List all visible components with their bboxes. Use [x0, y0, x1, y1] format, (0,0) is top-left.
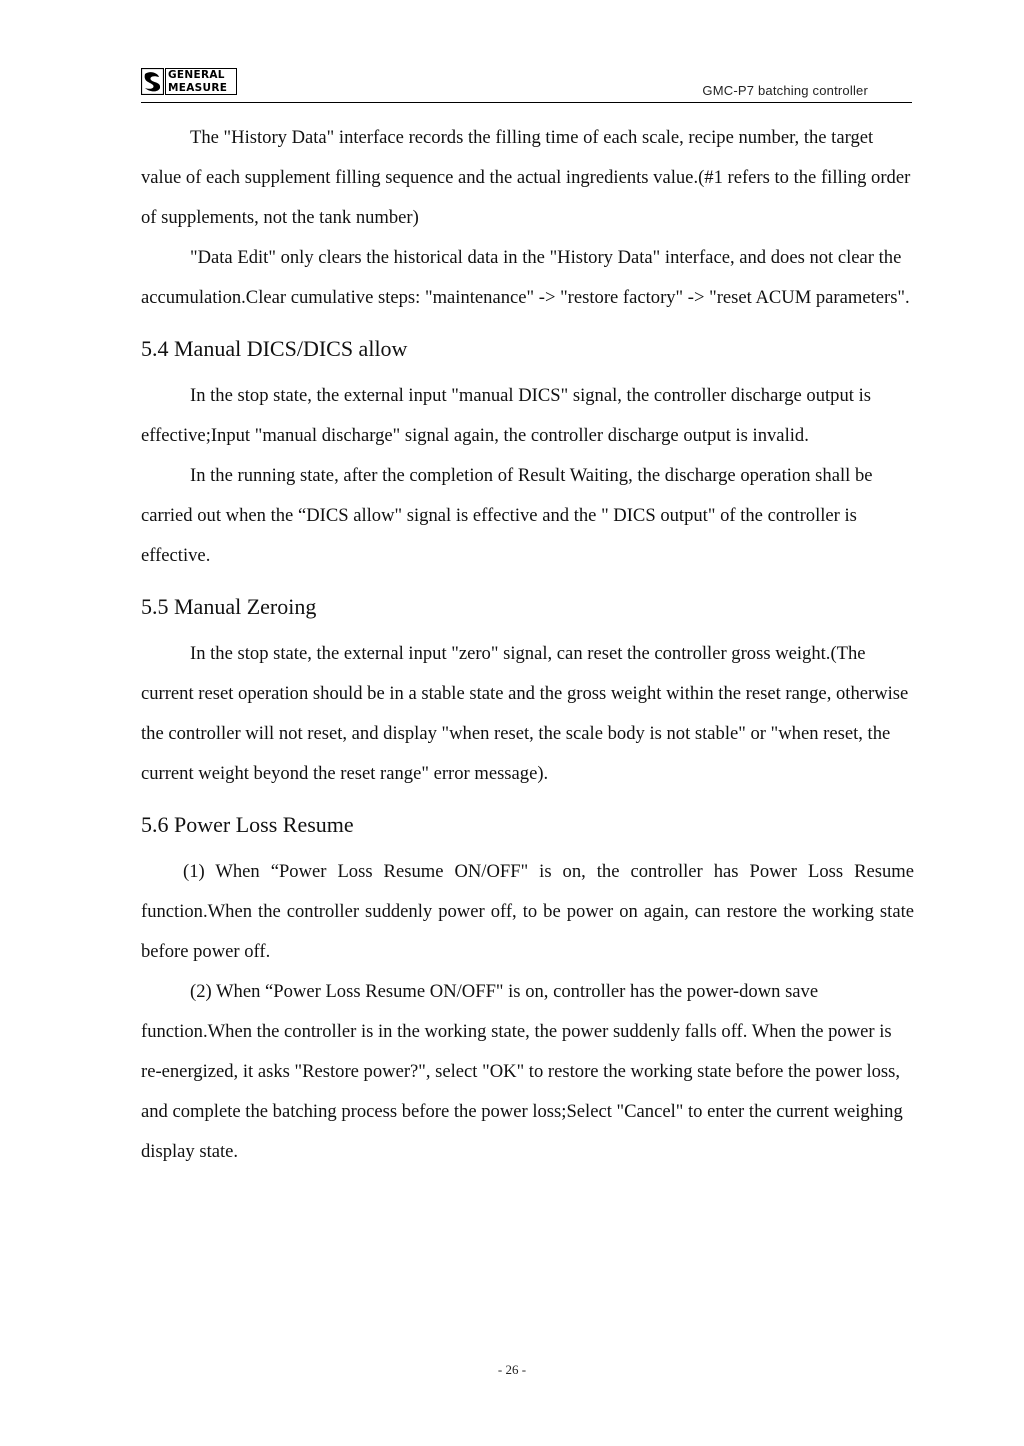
- general-measure-logo: [141, 68, 237, 95]
- power-loss-item-1-paragraph: (1) When “Power Loss Resume ON/OFF" is on, the controller has Power Loss Resume function.When the controller suddenly power off, to be power on again, can restore the working state before power off.: [141, 861, 914, 962]
- page-header: [141, 66, 912, 103]
- history-data-paragraph: The "History Data" interface records the filling time of each scale, recipe number, the target value of each supplement filling sequence and the actual ingredients value.(#1 refers to the filling order of supplements, not the tank number): [141, 127, 911, 228]
- page-number: - 26 -: [497, 1362, 527, 1377]
- manual-dics-stop-paragraph: In the stop state, the external input "manual DICS" signal, the controller discharge output is effective;Input "manual discharge" signal again, the controller discharge output is invalid.: [141, 385, 871, 446]
- page-body: [141, 118, 914, 1172]
- header-divider: [141, 102, 912, 103]
- data-edit-paragraph: "Data Edit" only clears the historical data in the "History Data" interface, and does not clear the accumulation.Clear cumulative steps: "maintenance" -> "restore factory" -> "reset ACUM parameters".: [141, 247, 910, 308]
- manual-dics-running-paragraph: In the running state, after the completion of Result Waiting, the discharge operation shall be carried out when the “DICS allow" signal is effective and the " DICS output" of the controller is effective.: [141, 465, 873, 566]
- section-heading-power-loss-resume: 5.6 Power Loss Resume: [141, 812, 354, 837]
- document-title: GMC-P7 batching controller: [702, 83, 868, 98]
- section-heading-manual-dics: 5.4 Manual DICS/DICS allow: [141, 336, 408, 361]
- manual-zeroing-paragraph: In the stop state, the external input "zero" signal, can reset the controller gross weight.(The current reset operation should be in a stable state and the gross weight within the reset range, otherwise the controller will not reset, and display "when reset, the scale body is not stable" or "when reset, the current weight beyond the reset range" error message).: [141, 643, 909, 784]
- logo-wordmark: [165, 68, 237, 95]
- power-loss-item-2-paragraph: (2) When “Power Loss Resume ON/OFF" is on, controller has the power-down save function.When the controller is in the working state, the power suddenly falls off. When the power is re-energized, it asks "Restore power?", select "OK" to restore the working state before the power loss, and complete the batching process before the power loss;Select "Cancel" to enter the current weighing display state.: [141, 981, 903, 1162]
- logo-emblem-icon: [141, 68, 164, 95]
- logo-word-general: GENERAL: [166, 69, 236, 82]
- logo-word-measure: MEASURE: [166, 82, 236, 95]
- section-heading-manual-zeroing: 5.5 Manual Zeroing: [141, 594, 317, 619]
